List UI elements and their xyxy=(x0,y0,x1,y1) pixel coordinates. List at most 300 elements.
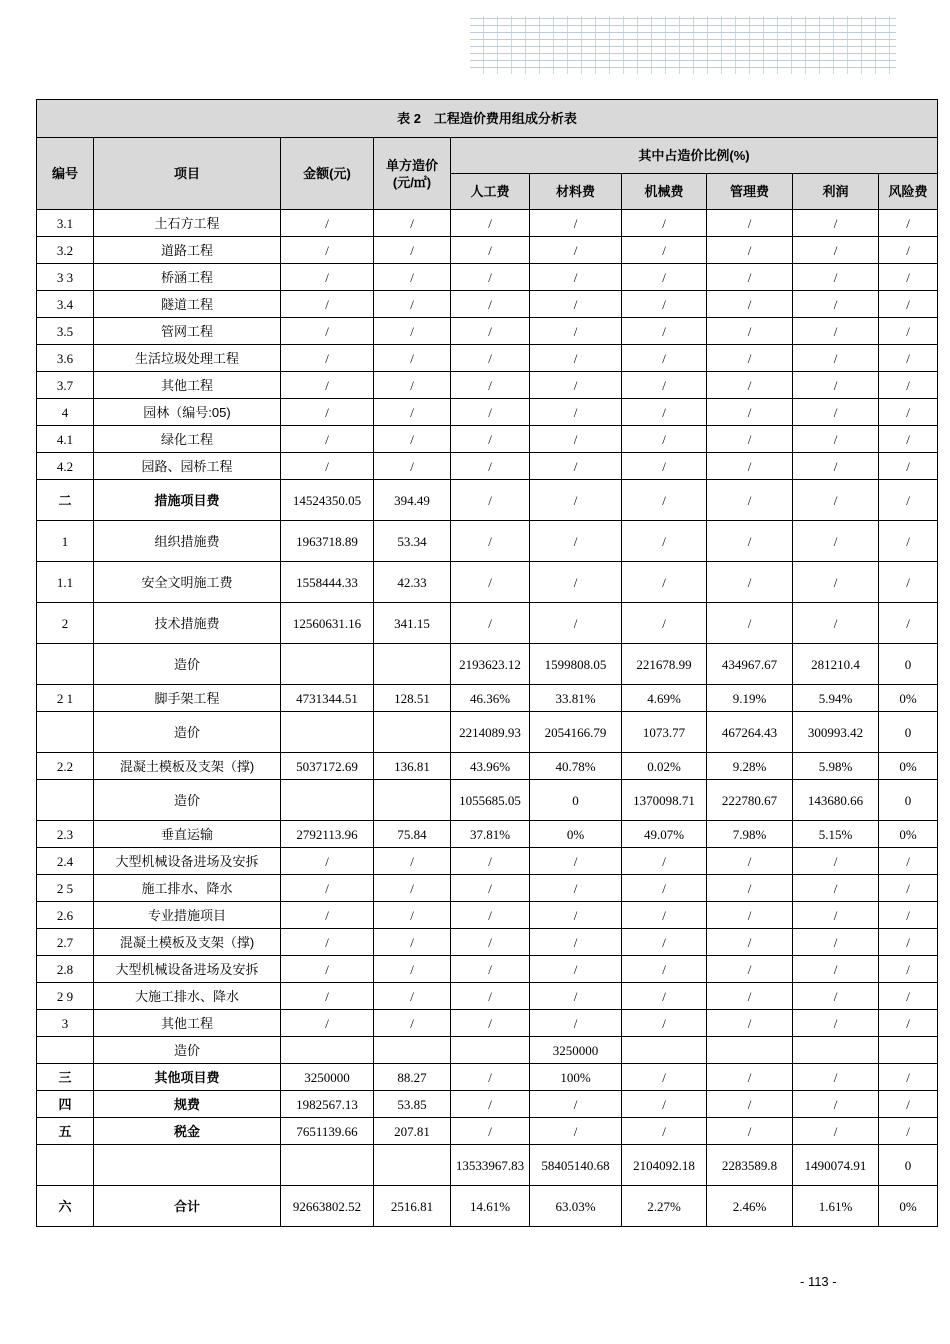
cell-code: 三 xyxy=(37,1064,94,1091)
cell-amount: 5037172.69 xyxy=(281,753,374,780)
table-row xyxy=(37,291,938,318)
cell-unit-cost: 341.15 xyxy=(374,603,451,644)
cell-profit: / xyxy=(793,983,879,1010)
cell-amount: / xyxy=(281,237,374,264)
cell-labor: / xyxy=(451,875,530,902)
cell-unit-cost: / xyxy=(374,426,451,453)
cell-amount: / xyxy=(281,426,374,453)
cell-code xyxy=(37,712,94,753)
cell-material: / xyxy=(530,603,622,644)
cell-management: / xyxy=(707,1010,793,1037)
cell-machine: 2.27% xyxy=(622,1186,707,1227)
cell-unit-cost xyxy=(374,780,451,821)
cell-profit: / xyxy=(793,237,879,264)
cell-profit: / xyxy=(793,453,879,480)
cell-unit-cost: 128.51 xyxy=(374,685,451,712)
cell-profit: / xyxy=(793,210,879,237)
cell-risk: 0% xyxy=(879,821,938,848)
cell-management: / xyxy=(707,983,793,1010)
cell-amount: / xyxy=(281,210,374,237)
cell-unit-cost: 2516.81 xyxy=(374,1186,451,1227)
table-row xyxy=(37,1186,938,1227)
cell-amount: 1963718.89 xyxy=(281,521,374,562)
cell-amount xyxy=(281,712,374,753)
table-row xyxy=(37,603,938,644)
cell-code: 3.6 xyxy=(37,345,94,372)
table-row xyxy=(37,821,938,848)
cell-item: 生活垃圾处理工程 xyxy=(94,345,281,372)
cell-code: 1 xyxy=(37,521,94,562)
cell-item: 造价 xyxy=(94,644,281,685)
cell-material: / xyxy=(530,426,622,453)
table-row xyxy=(37,902,938,929)
cell-profit: 281210.4 xyxy=(793,644,879,685)
cell-machine: 221678.99 xyxy=(622,644,707,685)
cell-profit: / xyxy=(793,1064,879,1091)
cell-management: 2283589.8 xyxy=(707,1145,793,1186)
cell-labor: / xyxy=(451,603,530,644)
cell-machine: / xyxy=(622,1010,707,1037)
cell-labor: / xyxy=(451,237,530,264)
cell-labor: 2193623.12 xyxy=(451,644,530,685)
cell-profit: / xyxy=(793,521,879,562)
cell-profit: / xyxy=(793,1118,879,1145)
cell-amount: / xyxy=(281,453,374,480)
cell-item: 园林（编号:05) xyxy=(94,399,281,426)
cell-labor: / xyxy=(451,453,530,480)
cell-amount: 7651139.66 xyxy=(281,1118,374,1145)
cell-risk xyxy=(879,1037,938,1064)
cell-unit-cost: / xyxy=(374,264,451,291)
cell-material: / xyxy=(530,318,622,345)
cell-item: 桥涵工程 xyxy=(94,264,281,291)
cell-unit-cost: 53.34 xyxy=(374,521,451,562)
cell-machine: / xyxy=(622,1064,707,1091)
cell-item: 园路、园桥工程 xyxy=(94,453,281,480)
cell-risk: / xyxy=(879,983,938,1010)
cell-item: 技术措施费 xyxy=(94,603,281,644)
cell-code: 2.8 xyxy=(37,956,94,983)
cell-material: 3250000 xyxy=(530,1037,622,1064)
cell-profit: / xyxy=(793,902,879,929)
cell-profit: / xyxy=(793,562,879,603)
header-item: 项目 xyxy=(94,138,281,210)
cell-labor: 14.61% xyxy=(451,1186,530,1227)
cell-labor: / xyxy=(451,956,530,983)
cell-management: / xyxy=(707,1091,793,1118)
cell-code xyxy=(37,780,94,821)
cell-risk: / xyxy=(879,1091,938,1118)
cell-material: / xyxy=(530,929,622,956)
cell-material: / xyxy=(530,1010,622,1037)
cell-code: 2.4 xyxy=(37,848,94,875)
cell-unit-cost: / xyxy=(374,345,451,372)
cell-risk: / xyxy=(879,210,938,237)
table-row xyxy=(37,1091,938,1118)
cell-labor: / xyxy=(451,902,530,929)
cell-amount: / xyxy=(281,875,374,902)
cell-profit: 5.15% xyxy=(793,821,879,848)
cell-amount: 1982567.13 xyxy=(281,1091,374,1118)
cell-amount: 1558444.33 xyxy=(281,562,374,603)
cell-profit xyxy=(793,1037,879,1064)
cell-unit-cost: / xyxy=(374,399,451,426)
cell-unit-cost: / xyxy=(374,453,451,480)
cell-management xyxy=(707,1037,793,1064)
cell-profit: / xyxy=(793,372,879,399)
cell-risk: / xyxy=(879,264,938,291)
cell-labor: 43.96% xyxy=(451,753,530,780)
cell-machine: / xyxy=(622,521,707,562)
header-profit: 利润 xyxy=(793,174,879,210)
cell-labor: / xyxy=(451,1091,530,1118)
cell-item: 脚手架工程 xyxy=(94,685,281,712)
header-code: 编号 xyxy=(37,138,94,210)
cell-amount xyxy=(281,644,374,685)
cell-machine: / xyxy=(622,426,707,453)
cell-management: / xyxy=(707,875,793,902)
cell-material: / xyxy=(530,453,622,480)
cell-item: 土石方工程 xyxy=(94,210,281,237)
header-ratio-group: 其中占造价比例(%) xyxy=(451,138,938,174)
cell-labor: / xyxy=(451,848,530,875)
cell-management: / xyxy=(707,1064,793,1091)
cell-labor: / xyxy=(451,521,530,562)
cell-machine: / xyxy=(622,875,707,902)
cell-code: 3.7 xyxy=(37,372,94,399)
cell-management: / xyxy=(707,426,793,453)
cell-material: / xyxy=(530,1091,622,1118)
cell-machine: / xyxy=(622,983,707,1010)
cell-item: 道路工程 xyxy=(94,237,281,264)
cell-labor: / xyxy=(451,318,530,345)
cell-item: 混凝土模板及支架（撑) xyxy=(94,753,281,780)
cell-unit-cost xyxy=(374,1145,451,1186)
cell-management: 9.28% xyxy=(707,753,793,780)
cell-amount xyxy=(281,1145,374,1186)
cell-item: 施工排水、降水 xyxy=(94,875,281,902)
cell-unit-cost: 136.81 xyxy=(374,753,451,780)
cell-machine: / xyxy=(622,848,707,875)
cell-machine: / xyxy=(622,562,707,603)
cell-item: 专业措施项目 xyxy=(94,902,281,929)
cell-amount: / xyxy=(281,1010,374,1037)
cell-labor: 37.81% xyxy=(451,821,530,848)
cell-material: / xyxy=(530,875,622,902)
header-amount: 金额(元) xyxy=(281,138,374,210)
cell-profit: 5.94% xyxy=(793,685,879,712)
cell-risk: / xyxy=(879,480,938,521)
cell-item: 安全文明施工费 xyxy=(94,562,281,603)
cell-machine: 2104092.18 xyxy=(622,1145,707,1186)
cell-machine: / xyxy=(622,929,707,956)
table-row xyxy=(37,848,938,875)
table-row xyxy=(37,644,938,685)
table-row xyxy=(37,426,938,453)
table-row xyxy=(37,562,938,603)
cell-management: / xyxy=(707,956,793,983)
cell-material: / xyxy=(530,480,622,521)
cell-material: 1599808.05 xyxy=(530,644,622,685)
cell-unit-cost: / xyxy=(374,210,451,237)
cell-labor: / xyxy=(451,983,530,1010)
cell-item: 绿化工程 xyxy=(94,426,281,453)
cell-management: / xyxy=(707,318,793,345)
cell-profit: / xyxy=(793,345,879,372)
cell-risk: 0 xyxy=(879,780,938,821)
cell-code: 3.2 xyxy=(37,237,94,264)
cell-machine: / xyxy=(622,956,707,983)
cell-management: / xyxy=(707,1118,793,1145)
cell-unit-cost: 207.81 xyxy=(374,1118,451,1145)
cell-management: 7.98% xyxy=(707,821,793,848)
cell-risk: / xyxy=(879,562,938,603)
table-row xyxy=(37,929,938,956)
cell-unit-cost: 394.49 xyxy=(374,480,451,521)
table-row xyxy=(37,875,938,902)
cell-material: / xyxy=(530,372,622,399)
cell-machine: / xyxy=(622,453,707,480)
cell-amount: / xyxy=(281,345,374,372)
cell-material: / xyxy=(530,902,622,929)
cell-material: 40.78% xyxy=(530,753,622,780)
header-watermark-pattern xyxy=(470,16,896,74)
cell-machine: / xyxy=(622,210,707,237)
cell-management: / xyxy=(707,521,793,562)
cell-labor: 1055685.05 xyxy=(451,780,530,821)
header-unit-cost: 单方造价(元/㎡) xyxy=(374,138,451,210)
cost-analysis-table xyxy=(36,99,938,1227)
cell-code: 2.3 xyxy=(37,821,94,848)
cell-unit-cost: 42.33 xyxy=(374,562,451,603)
table-row xyxy=(37,210,938,237)
cell-material: / xyxy=(530,521,622,562)
cell-management: / xyxy=(707,237,793,264)
cell-code xyxy=(37,1145,94,1186)
cell-labor: / xyxy=(451,291,530,318)
cell-profit: 300993.42 xyxy=(793,712,879,753)
cell-item: 造价 xyxy=(94,1037,281,1064)
cell-material: 2054166.79 xyxy=(530,712,622,753)
cell-management: / xyxy=(707,399,793,426)
table-row xyxy=(37,237,938,264)
cell-material: / xyxy=(530,237,622,264)
cell-risk: / xyxy=(879,453,938,480)
cell-unit-cost: / xyxy=(374,875,451,902)
cell-amount: / xyxy=(281,399,374,426)
table-row xyxy=(37,1064,938,1091)
cell-labor: / xyxy=(451,426,530,453)
cell-management: / xyxy=(707,372,793,399)
cell-labor: 46.36% xyxy=(451,685,530,712)
cell-unit-cost: / xyxy=(374,848,451,875)
cell-risk: 0 xyxy=(879,712,938,753)
cell-risk: / xyxy=(879,1118,938,1145)
cell-code: 2 9 xyxy=(37,983,94,1010)
cell-unit-cost: / xyxy=(374,1010,451,1037)
cell-material: / xyxy=(530,345,622,372)
cell-material: / xyxy=(530,956,622,983)
header-labor: 人工费 xyxy=(451,174,530,210)
cell-risk: / xyxy=(879,237,938,264)
cell-risk: / xyxy=(879,521,938,562)
table-row xyxy=(37,753,938,780)
cell-code xyxy=(37,1037,94,1064)
cell-code: 4.1 xyxy=(37,426,94,453)
cell-management: 9.19% xyxy=(707,685,793,712)
table-row xyxy=(37,521,938,562)
cell-amount: / xyxy=(281,902,374,929)
cell-risk: 0% xyxy=(879,685,938,712)
cell-risk: / xyxy=(879,372,938,399)
cell-code: 3 3 xyxy=(37,264,94,291)
cell-code: 2 1 xyxy=(37,685,94,712)
cell-management: 2.46% xyxy=(707,1186,793,1227)
cell-machine: 4.69% xyxy=(622,685,707,712)
cell-amount: / xyxy=(281,956,374,983)
cell-material: / xyxy=(530,848,622,875)
cell-amount: 12560631.16 xyxy=(281,603,374,644)
cell-management: 467264.43 xyxy=(707,712,793,753)
cell-item: 税金 xyxy=(94,1118,281,1145)
cell-code: 五 xyxy=(37,1118,94,1145)
table-row xyxy=(37,780,938,821)
cell-material: / xyxy=(530,210,622,237)
cell-code: 2 xyxy=(37,603,94,644)
cell-machine: / xyxy=(622,902,707,929)
cell-profit: / xyxy=(793,426,879,453)
cell-machine: 1073.77 xyxy=(622,712,707,753)
cell-code: 4 xyxy=(37,399,94,426)
cell-management: / xyxy=(707,345,793,372)
cell-risk: / xyxy=(879,345,938,372)
table-title: 表 2 工程造价费用组成分析表 xyxy=(37,100,938,138)
table-row xyxy=(37,372,938,399)
cell-risk: 0% xyxy=(879,1186,938,1227)
cell-profit: / xyxy=(793,603,879,644)
cell-machine xyxy=(622,1037,707,1064)
cell-machine: / xyxy=(622,399,707,426)
table-row xyxy=(37,399,938,426)
cell-profit: 1490074.91 xyxy=(793,1145,879,1186)
cell-management: / xyxy=(707,291,793,318)
cell-labor: / xyxy=(451,345,530,372)
cell-code: 六 xyxy=(37,1186,94,1227)
cell-management: / xyxy=(707,848,793,875)
cell-amount: / xyxy=(281,372,374,399)
cell-item: 垂直运输 xyxy=(94,821,281,848)
cell-material: 33.81% xyxy=(530,685,622,712)
cell-risk: / xyxy=(879,1010,938,1037)
cell-code: 2 5 xyxy=(37,875,94,902)
cell-item: 隧道工程 xyxy=(94,291,281,318)
cell-labor: / xyxy=(451,1118,530,1145)
cell-item: 其他工程 xyxy=(94,372,281,399)
cell-profit: / xyxy=(793,264,879,291)
cell-amount: / xyxy=(281,929,374,956)
cell-code: 2.7 xyxy=(37,929,94,956)
cell-profit: / xyxy=(793,1010,879,1037)
cell-item: 规费 xyxy=(94,1091,281,1118)
cell-machine: / xyxy=(622,372,707,399)
cell-material: / xyxy=(530,291,622,318)
header-management: 管理费 xyxy=(707,174,793,210)
cell-material: / xyxy=(530,983,622,1010)
cell-labor: / xyxy=(451,372,530,399)
cell-code: 3.5 xyxy=(37,318,94,345)
cell-code: 3.1 xyxy=(37,210,94,237)
cell-material: 0 xyxy=(530,780,622,821)
cell-labor: / xyxy=(451,480,530,521)
cell-profit: / xyxy=(793,291,879,318)
cell-risk: 0% xyxy=(879,753,938,780)
cell-item: 其他项目费 xyxy=(94,1064,281,1091)
cell-material: / xyxy=(530,264,622,291)
cell-unit-cost xyxy=(374,712,451,753)
cell-unit-cost: 53.85 xyxy=(374,1091,451,1118)
cell-management: / xyxy=(707,902,793,929)
cell-unit-cost: / xyxy=(374,372,451,399)
cell-amount: 14524350.05 xyxy=(281,480,374,521)
cell-material: 100% xyxy=(530,1064,622,1091)
cell-code: 四 xyxy=(37,1091,94,1118)
cell-labor xyxy=(451,1037,530,1064)
cell-labor: / xyxy=(451,562,530,603)
cell-item: 大施工排水、降水 xyxy=(94,983,281,1010)
cell-item: 措施项目费 xyxy=(94,480,281,521)
cell-item: 管网工程 xyxy=(94,318,281,345)
cell-machine: / xyxy=(622,345,707,372)
cell-management: / xyxy=(707,562,793,603)
cell-unit-cost: / xyxy=(374,291,451,318)
cell-code: 2.6 xyxy=(37,902,94,929)
cell-item xyxy=(94,1145,281,1186)
cell-profit: / xyxy=(793,318,879,345)
cell-labor: 2214089.93 xyxy=(451,712,530,753)
cell-unit-cost: / xyxy=(374,318,451,345)
cell-machine: 49.07% xyxy=(622,821,707,848)
cell-material: 63.03% xyxy=(530,1186,622,1227)
cell-labor: / xyxy=(451,1010,530,1037)
cell-code: 1.1 xyxy=(37,562,94,603)
cell-unit-cost: / xyxy=(374,929,451,956)
cell-risk: / xyxy=(879,318,938,345)
cell-labor: / xyxy=(451,210,530,237)
cell-material: / xyxy=(530,562,622,603)
cell-code: 二 xyxy=(37,480,94,521)
cell-risk: / xyxy=(879,875,938,902)
table-body xyxy=(37,210,938,1227)
table-row xyxy=(37,1037,938,1064)
cell-item: 组织措施费 xyxy=(94,521,281,562)
table-row xyxy=(37,453,938,480)
cell-machine: / xyxy=(622,318,707,345)
cell-profit: / xyxy=(793,956,879,983)
cell-profit: / xyxy=(793,929,879,956)
cell-management: 222780.67 xyxy=(707,780,793,821)
cell-unit-cost xyxy=(374,644,451,685)
cell-risk: / xyxy=(879,291,938,318)
cell-machine: / xyxy=(622,603,707,644)
cell-labor: / xyxy=(451,1064,530,1091)
cell-item: 大型机械设备进场及安拆 xyxy=(94,956,281,983)
table-row xyxy=(37,345,938,372)
cell-code: 2.2 xyxy=(37,753,94,780)
cell-machine: 1370098.71 xyxy=(622,780,707,821)
cell-unit-cost: / xyxy=(374,956,451,983)
cell-profit: 143680.66 xyxy=(793,780,879,821)
cell-labor: / xyxy=(451,929,530,956)
